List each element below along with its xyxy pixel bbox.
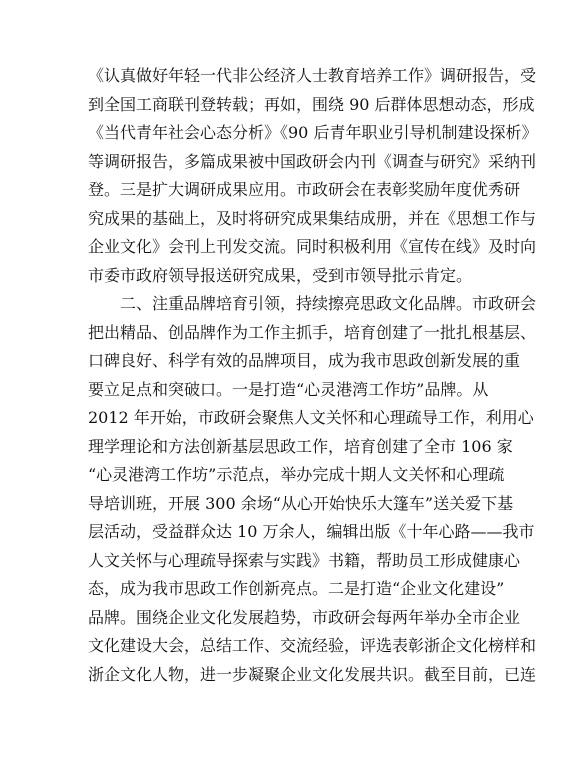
paragraph-line: 态，成为我市思政工作创新亮点。二是打造“企业文化建设” (88, 579, 505, 598)
paragraph-line: 究成果的基础上，及时将研究成果集结成册，并在《思想工作与 (88, 208, 537, 228)
paragraph-line: 文化建设大会，总结工作、交流经验，评选表彰浙企文化榜样和 (88, 636, 537, 655)
document-body (88, 62, 538, 689)
paragraph-line: “心灵港湾工作坊”示范点，举办完成十期人文关怀和心理疏 (88, 465, 505, 484)
paragraph-line: 企业文化》会刊上刊发交流。同时积极利用《宣传在线》及时向 (88, 237, 537, 256)
paragraph-line: 理学理论和方法创新基层思政工作，培育创建了全市 106 家 (88, 436, 513, 456)
paragraph-line: 等调研报告，多篇成果被中国政研会内刊《调查与研究》采纳刊 (88, 151, 537, 171)
paragraph-line: 把出精品、创品牌作为工作主抓手，培育创建了一批扎根基层、 (88, 322, 537, 342)
paragraph-line: 《当代青年社会心态分析》《90 后青年职业引导机制建设探析》 (88, 123, 538, 142)
paragraph-line: 浙企文化人物，进一步凝聚企业文化发展共识。截至目前，已连 (88, 664, 537, 684)
paragraph-line: 到全国工商联刊登转载；再如，围绕 90 后群体思想动态，形成 (88, 94, 535, 114)
paragraph-line: 二、注重品牌培育引领，持续擦亮思政文化品牌。市政研会 (120, 294, 537, 313)
paragraph-line: 要立足点和突破口。一是打造“心灵港湾工作坊”品牌。从 (88, 379, 489, 399)
paragraph-line: 《认真做好年轻一代非公经济人士教育培养工作》调研报告，受 (88, 66, 537, 85)
paragraph-line: 品牌。围绕企业文化发展趋势，市政研会每两年举办全市企业 (88, 607, 521, 627)
paragraph-1 (88, 62, 538, 290)
paragraph-line: 层活动，受益群众达 10 万余人，编辑出版《十年心路——我市 (88, 522, 535, 541)
paragraph-line: 2012 年开始，市政研会聚焦人文关怀和心理疏导工作，利用心 (88, 408, 534, 427)
paragraph-line: 口碑良好、科学有效的品牌项目，成为我市思政创新发展的重 (88, 351, 521, 370)
paragraph-line: 人文关怀与心理疏导探索与实践》书籍，帮助员工形成健康心 (88, 550, 521, 570)
paragraph-line: 登。三是扩大调研成果应用。市政研会在表彰奖励年度优秀研 (88, 180, 521, 199)
paragraph-line: 市委市政府领导报送研究成果，受到市领导批示肯定。 (88, 265, 473, 285)
paragraph-line: 导培训班，开展 300 余场“从心开始快乐大篷车”送关爱下基 (88, 493, 514, 513)
paragraph-2 (88, 290, 537, 689)
